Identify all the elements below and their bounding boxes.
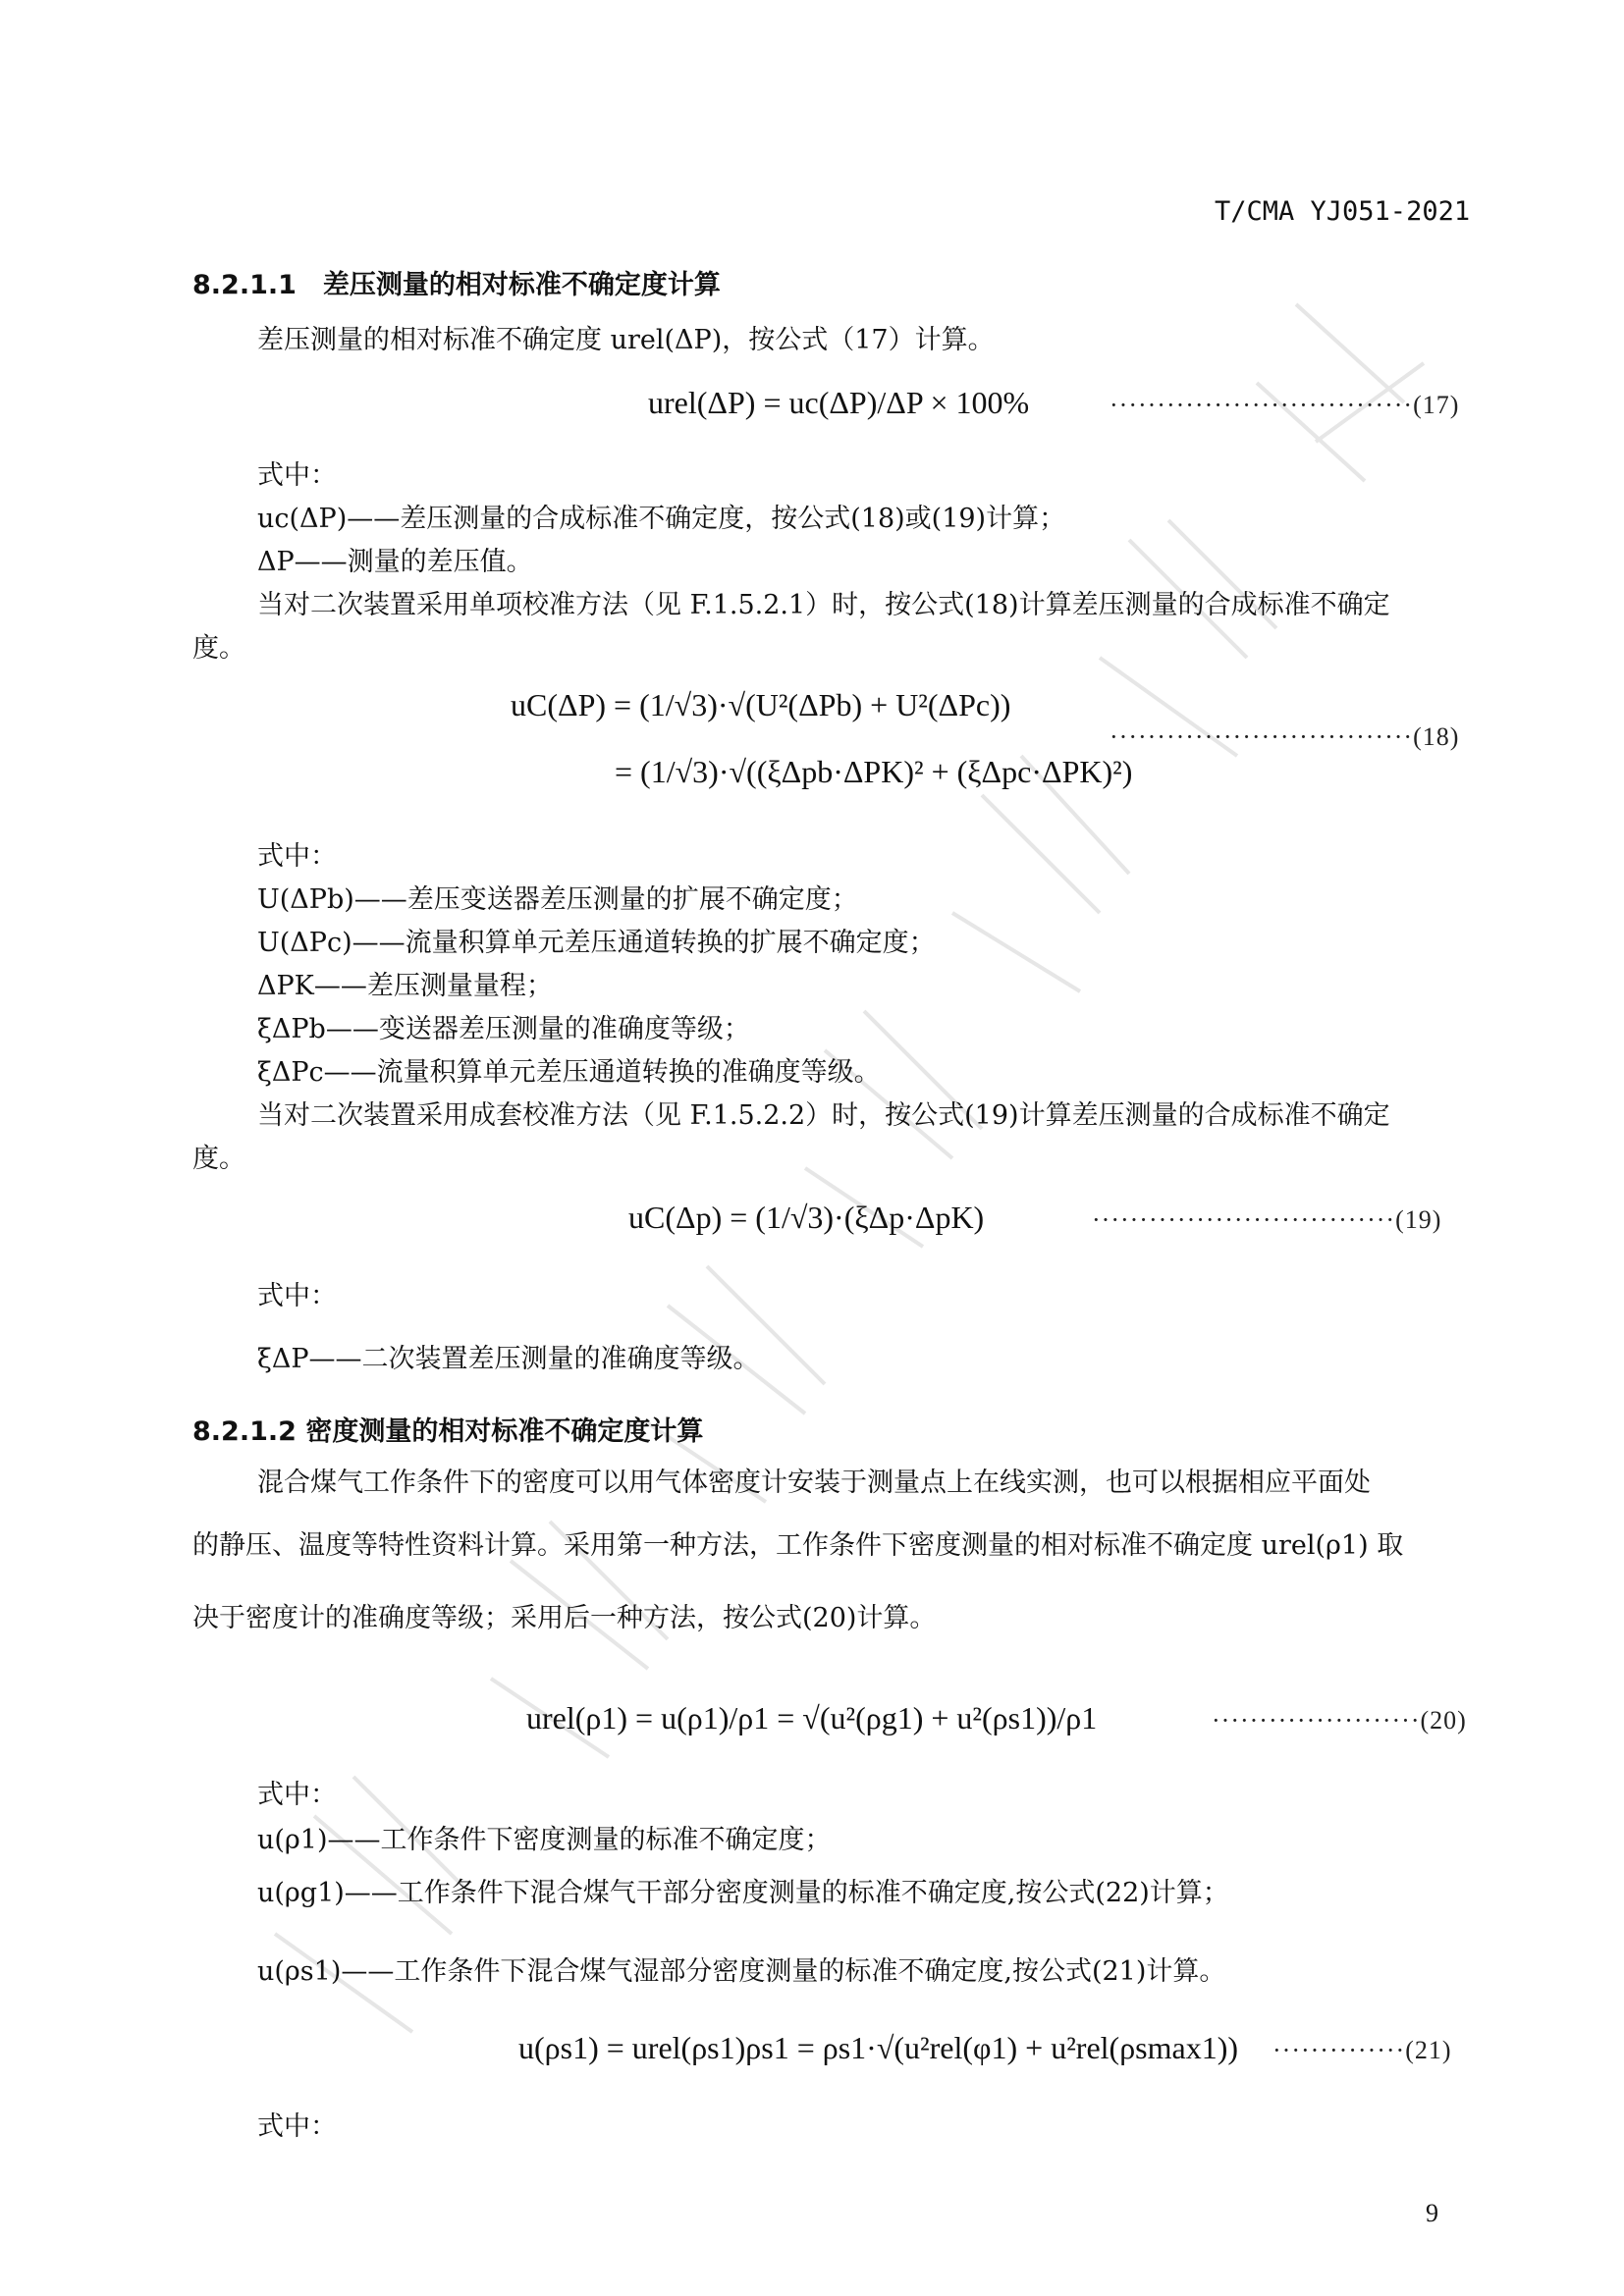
definition: U(ΔPb)——差压变送器差压测量的扩展不确定度； — [257, 884, 858, 915]
formula-18-line2: = (1/√3)·√((ξΔpb·ΔPK)² + (ξΔpc·ΔPK)²) — [615, 754, 1133, 789]
paragraph: 当对二次装置采用成套校准方法（见 F.1.5.2.2）时，按公式(19)计算差压测量的合成标准不确定 — [257, 1100, 1390, 1131]
doc-code: T/CMA YJ051-2021 — [1215, 196, 1471, 227]
where-label: 式中： — [257, 2111, 337, 2142]
equation-number: ··············(21) — [1272, 2036, 1452, 2064]
formula-20: urel(ρ1) = u(ρ1)/ρ1 = √(u²(ρg1) + u²(ρs1))/ρ1 — [526, 1700, 1098, 1735]
definition: ξΔPb——变送器差压测量的准确度等级； — [257, 1014, 750, 1044]
formula-17: urel(ΔP) = uc(ΔP)/ΔP × 100% — [648, 385, 1030, 420]
where-label: 式中： — [257, 841, 337, 872]
section-title-8-2-1-1: 8.2.1.1 差压测量的相对标准不确定度计算 — [192, 270, 721, 300]
equation-number: ································(17) — [1110, 391, 1460, 419]
section-title-8-2-1-2: 8.2.1.2 密度测量的相对标准不确定度计算 — [192, 1416, 704, 1447]
definition: ΔPK——差压测量量程； — [257, 971, 553, 1001]
paragraph: 度。 — [192, 1144, 245, 1174]
equation-number: ································(18) — [1110, 722, 1460, 751]
definition: U(ΔPc)——流量积算单元差压通道转换的扩展不确定度； — [257, 928, 936, 958]
formula-19: uC(Δp) = (1/√3)·(ξΔp·ΔpK) — [628, 1200, 985, 1235]
where-label: 式中： — [257, 460, 337, 491]
definition: uc(ΔP)——差压测量的合成标准不确定度，按公式(18)或(19)计算； — [257, 504, 1066, 534]
definition: ξΔP——二次装置差压测量的准确度等级。 — [257, 1344, 760, 1374]
definition: u(ρg1)——工作条件下混合煤气干部分密度测量的标准不确定度,按公式(22)计算； — [257, 1878, 1229, 1908]
page-number: 9 — [1426, 2199, 1438, 2227]
paragraph: 决于密度计的准确度等级；采用后一种方法，按公式(20)计算。 — [192, 1603, 937, 1633]
formula-18-line1: uC(ΔP) = (1/√3)·√(U²(ΔPb) + U²(ΔPc)) — [511, 687, 1011, 722]
definition: ξΔPc——流量积算单元差压通道转换的准确度等级。 — [257, 1057, 881, 1088]
definition: ΔP——测量的差压值。 — [257, 547, 533, 577]
where-label: 式中： — [257, 1281, 337, 1311]
paragraph: 差压测量的相对标准不确定度 urel(ΔP)，按公式（17）计算。 — [257, 325, 995, 355]
where-label: 式中： — [257, 1780, 337, 1810]
paragraph: 度。 — [192, 633, 245, 664]
equation-number: ································(19) — [1092, 1205, 1442, 1234]
paragraph: 混合煤气工作条件下的密度可以用气体密度计安装于测量点上在线实测，也可以根据相应平面处 — [257, 1468, 1371, 1498]
definition: u(ρs1)——工作条件下混合煤气湿部分密度测量的标准不确定度,按公式(21)计算。 — [257, 1956, 1226, 1987]
equation-number: ······················(20) — [1212, 1706, 1467, 1735]
formula-21: u(ρs1) = urel(ρs1)ρs1 = ρs1·√(u²rel(φ1) + u²rel(ρsmax1)) — [518, 2030, 1239, 2065]
paragraph: 的静压、温度等特性资料计算。采用第一种方法，工作条件下密度测量的相对标准不确定度 urel(ρ1) 取 — [192, 1530, 1404, 1561]
paragraph: 当对二次装置采用单项校准方法（见 F.1.5.2.1）时，按公式(18)计算差压测量的合成标准不确定 — [257, 590, 1390, 620]
definition: u(ρ1)——工作条件下密度测量的标准不确定度； — [257, 1825, 832, 1855]
